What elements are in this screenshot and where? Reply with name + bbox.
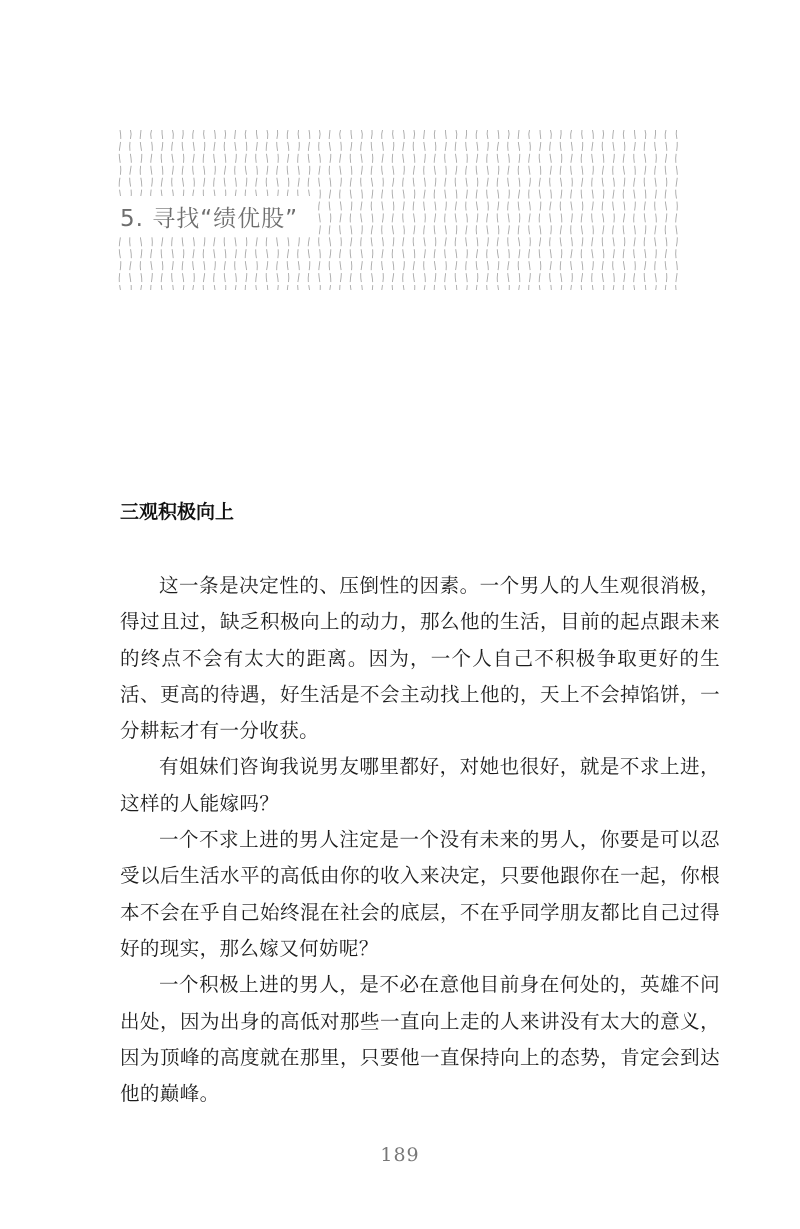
body-text (120, 568, 720, 1112)
decorative-line (476, 130, 478, 290)
decorative-line (550, 130, 552, 290)
decorative-line (676, 130, 678, 290)
decorative-line (518, 130, 520, 290)
decorative-line (613, 130, 615, 290)
decorative-line (413, 130, 415, 290)
decorative-line (371, 130, 373, 290)
decorative-line (497, 130, 499, 290)
chapter-title: 5. 寻找“绩优股” (118, 196, 312, 237)
decorative-line (382, 130, 384, 290)
paragraph: 一个不求上进的男人注定是一个没有未来的男人，你要是可以忍受以后生活水平的高低由你的收入来决定，只要他跟你在一起，你根本不会在乎自己始终混在社会的底层，不在乎同学朋友都比自己过得好的现实，那么嫁又何妨呢？ (120, 828, 720, 960)
decorative-line (602, 130, 604, 290)
decorative-line (665, 130, 667, 290)
decorative-line (644, 130, 646, 290)
decorative-line (424, 130, 426, 290)
decorative-line (581, 130, 583, 290)
chapter-header-band (118, 130, 678, 290)
decorative-line (319, 130, 321, 290)
decorative-line (445, 130, 447, 290)
decorative-line (571, 130, 573, 290)
decorative-line (623, 130, 625, 290)
decorative-line (539, 130, 541, 290)
decorative-line (403, 130, 405, 290)
decorative-line (466, 130, 468, 290)
decorative-line (634, 130, 636, 290)
decorative-line (392, 130, 394, 290)
decorative-line (455, 130, 457, 290)
decorative-line (434, 130, 436, 290)
decorative-line (560, 130, 562, 290)
page-number: 189 (380, 1144, 420, 1166)
decorative-line (340, 130, 342, 290)
decorative-line (487, 130, 489, 290)
decorative-line (592, 130, 594, 290)
decorative-line (361, 130, 363, 290)
paragraph: 这一条是决定性的、压倒性的因素。一个男人的人生观很消极，得过且过，缺乏积极向上的动力，那么他的生活，目前的起点跟未来的终点不会有太大的距离。因为，一个人自己不积极争取更好的生活、更高的待遇，好生活是不会主动找上他的，天上不会掉馅饼，一分耕耘才有一分收获。 (120, 574, 720, 743)
section-heading: 三观积极向上 (120, 501, 235, 523)
decorative-line (350, 130, 352, 290)
decorative-line (655, 130, 657, 290)
paragraph: 一个积极上进的男人，是不必在意他目前身在何处的，英雄不问出处，因为出身的高低对那些一直向上走的人来讲没有太大的意义，因为顶峰的高度就在那里，只要他一直保持向上的态势，肯定会到达他的巅峰。 (120, 973, 720, 1106)
decorative-line (508, 130, 510, 290)
decorative-line (329, 130, 331, 290)
paragraph: 有姐妹们咨询我说男友哪里都好，对她也很好，就是不求上进，这样的人能嫁吗？ (120, 755, 720, 815)
decorative-line (529, 130, 531, 290)
